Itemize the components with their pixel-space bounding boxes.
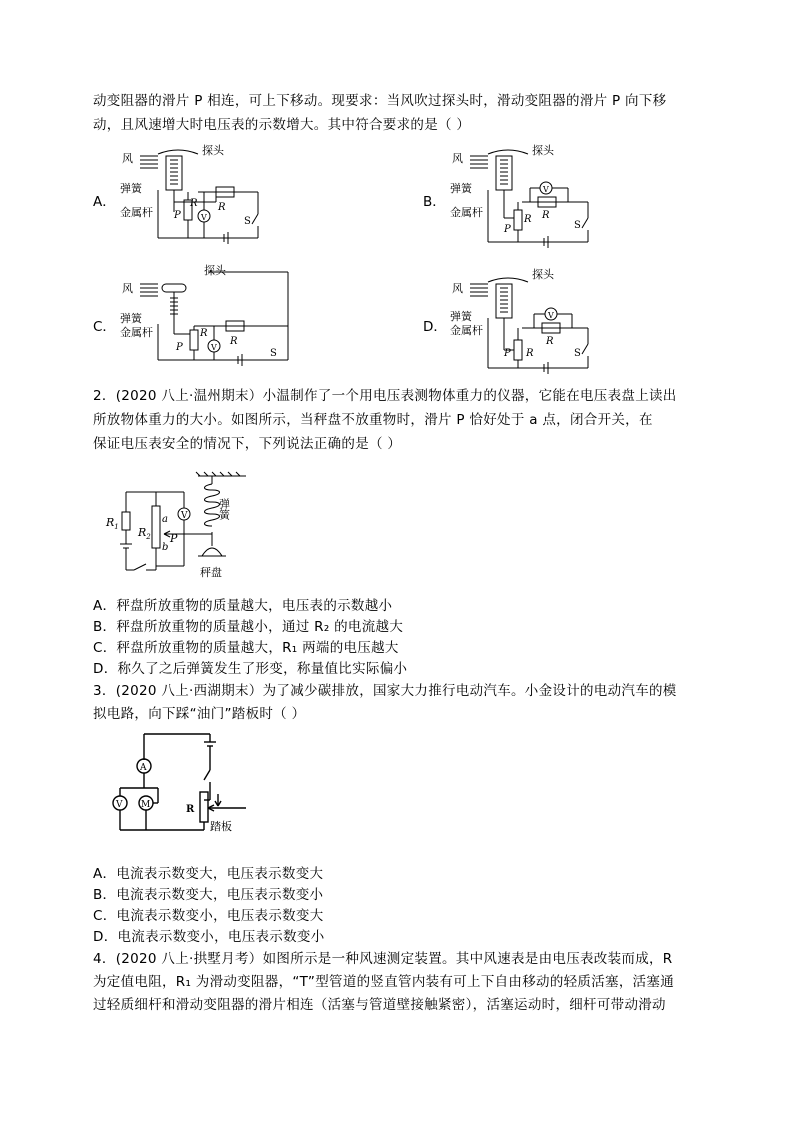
q2-r2-label: $R_2$: [138, 526, 151, 541]
q1d-switch-label: S: [574, 348, 581, 359]
q3-line-1: 3．(2020 八上·西湖期末）为了减少碳排放，国家大力推行电动汽车。小金设计的电动汽车的模: [93, 683, 677, 699]
q1a-voltmeter-label: V: [201, 213, 207, 222]
q4-line-1: 4．(2020 八上·拱墅月考）如图所示是一种风速测定装置。其中风速表是由电压表改装而成，R: [93, 951, 673, 967]
q3-motor-label: M: [141, 800, 151, 810]
q1-option-a[interactable]: A．: [93, 194, 116, 210]
q1c-voltmeter-label: V: [211, 343, 217, 352]
q1c-p-label: P: [176, 342, 183, 353]
q2-line-1: 2．(2020 八上·温州期末）小温制作了一个用电压表测物体重力的仪器，它能在电压表盘上读出: [93, 388, 677, 404]
q1a-wind-label: 风: [122, 152, 133, 165]
q3-pedal-circuit: [100, 730, 260, 840]
q1c-rod-label: 金属杆: [120, 326, 153, 339]
q3-option-a[interactable]: A．电流表示数变大，电压表示数变大: [93, 866, 324, 882]
q2-b-label: b: [162, 542, 169, 553]
q1-circuit-c: [118, 264, 298, 376]
q1b-spring-label: 弹簧: [450, 182, 472, 195]
q1b-probe-label: 探头: [532, 144, 554, 157]
q2-option-b[interactable]: B．秤盘所放重物的质量越小，通过 R₂ 的电流越大: [93, 619, 404, 635]
q1c-switch-label: S: [270, 348, 277, 359]
q4-line-2: 为定值电阻，R₁ 为滑动变阻器，“T”型管道的竖直管内装有可上下自由移动的轻质活塞，活塞通: [93, 974, 675, 990]
q4-line-3: 过轻质细杆和滑动变阻器的滑片相连（活塞与管道壁接触紧密），活塞运动时，细杆可带动滑动: [93, 997, 666, 1013]
q1-option-b[interactable]: B．: [423, 194, 446, 210]
q1a-p-label: P: [174, 210, 181, 221]
q1a-rod-label: 金属杆: [120, 206, 153, 219]
q1a-r1-label: R: [218, 202, 226, 213]
q1d-voltmeter-label: V: [548, 311, 554, 320]
q2-option-c[interactable]: C．秤盘所放重物的质量越大，R₁ 两端的电压越大: [93, 640, 399, 656]
q1a-spring-label: 弹簧: [120, 182, 142, 195]
q1-option-d[interactable]: D．: [423, 319, 447, 335]
q3-resistor-label: R: [186, 804, 195, 815]
q3-voltmeter-label: V: [116, 800, 123, 810]
q3-pedal-label: 踏板: [210, 820, 232, 833]
q1-line-2: 动，且风速增大时电压表的示数增大。其中符合要求的是（ ）: [93, 117, 471, 133]
q1b-switch-label: S: [574, 220, 581, 231]
q1-option-c[interactable]: C．: [93, 319, 116, 335]
q1c-spring-label: 弹簧: [120, 312, 142, 325]
q3-ammeter-label: A: [140, 763, 147, 773]
q2-p-label: P: [170, 532, 178, 545]
q1a-switch-label: S: [244, 216, 251, 227]
q1c-r2-label: R: [200, 328, 208, 339]
q1c-probe-label: 探头: [204, 264, 226, 277]
q1-circuit-b: [448, 142, 608, 254]
q2-scale-circuit: [100, 470, 250, 582]
q3-option-c[interactable]: C．电流表示数变小，电压表示数变大: [93, 908, 324, 924]
q1b-r1-label: R: [542, 210, 550, 221]
q1a-r2-label: R: [190, 198, 198, 209]
q1-line-1: 动变阻器的滑片 P 相连，可上下移动。现要求：当风吹过探头时，滑动变阻器的滑片 P 向下移: [93, 93, 667, 109]
q1b-wind-label: 风: [452, 152, 463, 165]
q1d-spring-label: 弹簧: [450, 310, 472, 323]
q1b-rod-label: 金属杆: [450, 206, 483, 219]
q2-line-2: 所放物体重力的大小。如图所示，当秤盘不放重物时，滑片 P 恰好处于 a 点，闭合开关，在: [93, 412, 653, 428]
q2-spring-label: 弹簧: [217, 498, 231, 520]
q3-line-2: 拟电路，向下踩“油门”踏板时（ ）: [93, 706, 306, 722]
q1a-probe-label: 探头: [202, 144, 224, 157]
q2-voltmeter-label: V: [181, 511, 188, 521]
q1-circuit-d: [448, 264, 608, 376]
q2-a-label: a: [162, 514, 168, 525]
q1b-r2-label: R: [524, 214, 532, 225]
q1d-p-label: P: [504, 348, 511, 359]
q1b-voltmeter-label: V: [543, 185, 549, 194]
q1d-probe-label: 探头: [532, 268, 554, 281]
q3-option-b[interactable]: B．电流表示数变大，电压表示数变小: [93, 887, 324, 903]
q1d-r1-label: R: [546, 336, 554, 347]
q2-option-a[interactable]: A．秤盘所放重物的质量越大，电压表的示数越小: [93, 598, 393, 614]
q2-r1-label: $R_1$: [106, 516, 119, 531]
q2-line-3: 保证电压表安全的情况下，下列说法正确的是（ ）: [93, 436, 402, 452]
q1d-r2-label: R: [526, 348, 534, 359]
q2-pan-label: 秤盘: [200, 566, 222, 579]
q1b-p-label: P: [504, 224, 511, 235]
q1d-rod-label: 金属杆: [450, 324, 483, 337]
q1d-wind-label: 风: [452, 282, 463, 295]
q1c-wind-label: 风: [122, 282, 133, 295]
q1c-r1-label: R: [230, 336, 238, 347]
q2-option-d[interactable]: D．称久了之后弹簧发生了形变，称量值比实际偏小: [93, 661, 408, 677]
q3-option-d[interactable]: D．电流表示数变小，电压表示数变小: [93, 929, 325, 945]
q1-circuit-a: [118, 142, 278, 254]
